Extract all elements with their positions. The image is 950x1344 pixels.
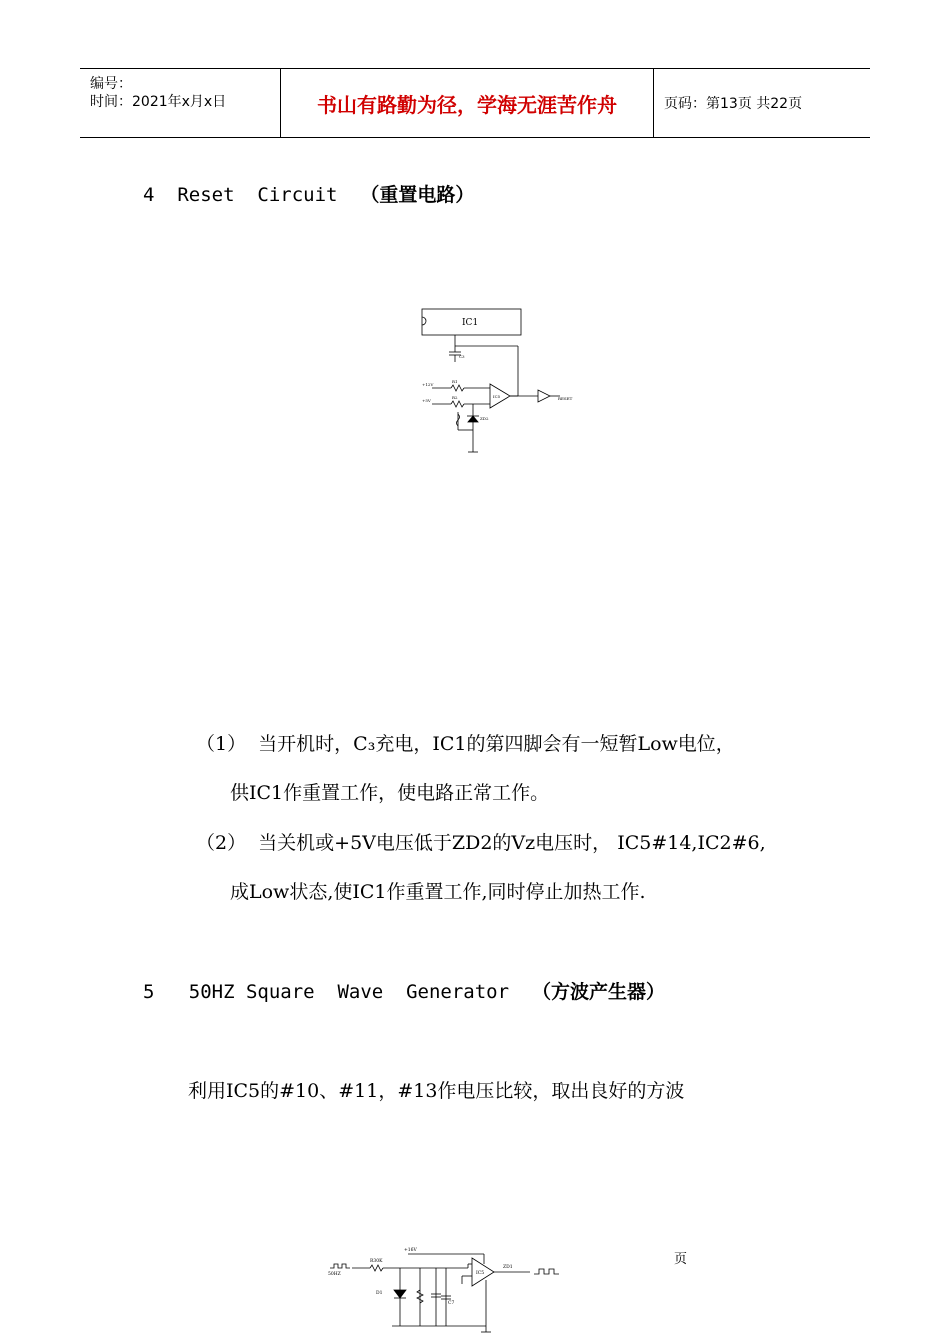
section-5-text: 利用IC5的#10、#11，#13作电压比较，取出良好的方波	[188, 1080, 685, 1102]
output-square-wave	[534, 1269, 559, 1274]
document-header	[80, 68, 870, 138]
square-wave-generator-diagram	[322, 1244, 572, 1340]
section-4-heading	[143, 180, 474, 207]
header-left-cell	[80, 69, 281, 137]
label-d1: D1	[376, 1291, 383, 1296]
label-c3: C3	[459, 354, 465, 359]
section-5-heading-zh: （方波产生器）	[531, 981, 665, 1003]
item-2-line-1: （2） 当关机或+5V电压低于ZD2的Vz电压时， IC5#14,IC2#6,	[196, 832, 766, 854]
ic1-label: IC1	[462, 318, 479, 328]
item-1-line-1: （1） 当开机时，C₃充电，IC1的第四脚会有一短暂Low电位，	[196, 733, 735, 755]
label-plus12v: +12V	[422, 382, 434, 387]
label-50hz: 50HZ	[328, 1272, 341, 1277]
page-mark: 页	[674, 1252, 688, 1267]
label-r1: R1	[452, 379, 458, 384]
label-reset: RESET	[558, 396, 573, 401]
section-5-heading-en: 5 50HZ Square Wave Generator	[143, 981, 532, 1003]
label-zd2: ZD2	[480, 416, 489, 421]
label-r2: R2	[452, 395, 458, 400]
input-sine-wave	[330, 1264, 350, 1268]
label-c7: C7	[448, 1301, 455, 1306]
label-plus16v: +16V	[404, 1248, 417, 1253]
header-motto: 书山有路勤为径，学海无涯苦作舟	[281, 69, 654, 137]
item-1-line-2: 供IC1作重置工作，使电路正常工作。	[230, 782, 550, 804]
header-page-info: 页码：第13页 共22页	[664, 96, 803, 112]
output-buffer	[538, 390, 550, 402]
label-zd1: ZD1	[503, 1265, 513, 1270]
document-date: 时间：2021年x月x日	[90, 94, 227, 110]
label-ic5: IC5	[493, 394, 501, 399]
ic1-notch	[422, 317, 426, 325]
reset-circuit-diagram	[418, 306, 588, 456]
section-4-heading-en: 4 Reset Circuit	[143, 184, 361, 206]
label-plus5v: +5V	[422, 398, 431, 403]
label-ic5-b: IC5	[476, 1271, 485, 1276]
section-4-heading-zh: （重置电路）	[360, 184, 475, 206]
section-5-heading	[143, 977, 665, 1004]
label-r30k: R30K	[370, 1259, 383, 1264]
document-number-label: 编号：	[90, 76, 132, 92]
item-2-line-2: 成Low状态,使IC1作重置工作,同时停止加热工作.	[230, 881, 646, 903]
